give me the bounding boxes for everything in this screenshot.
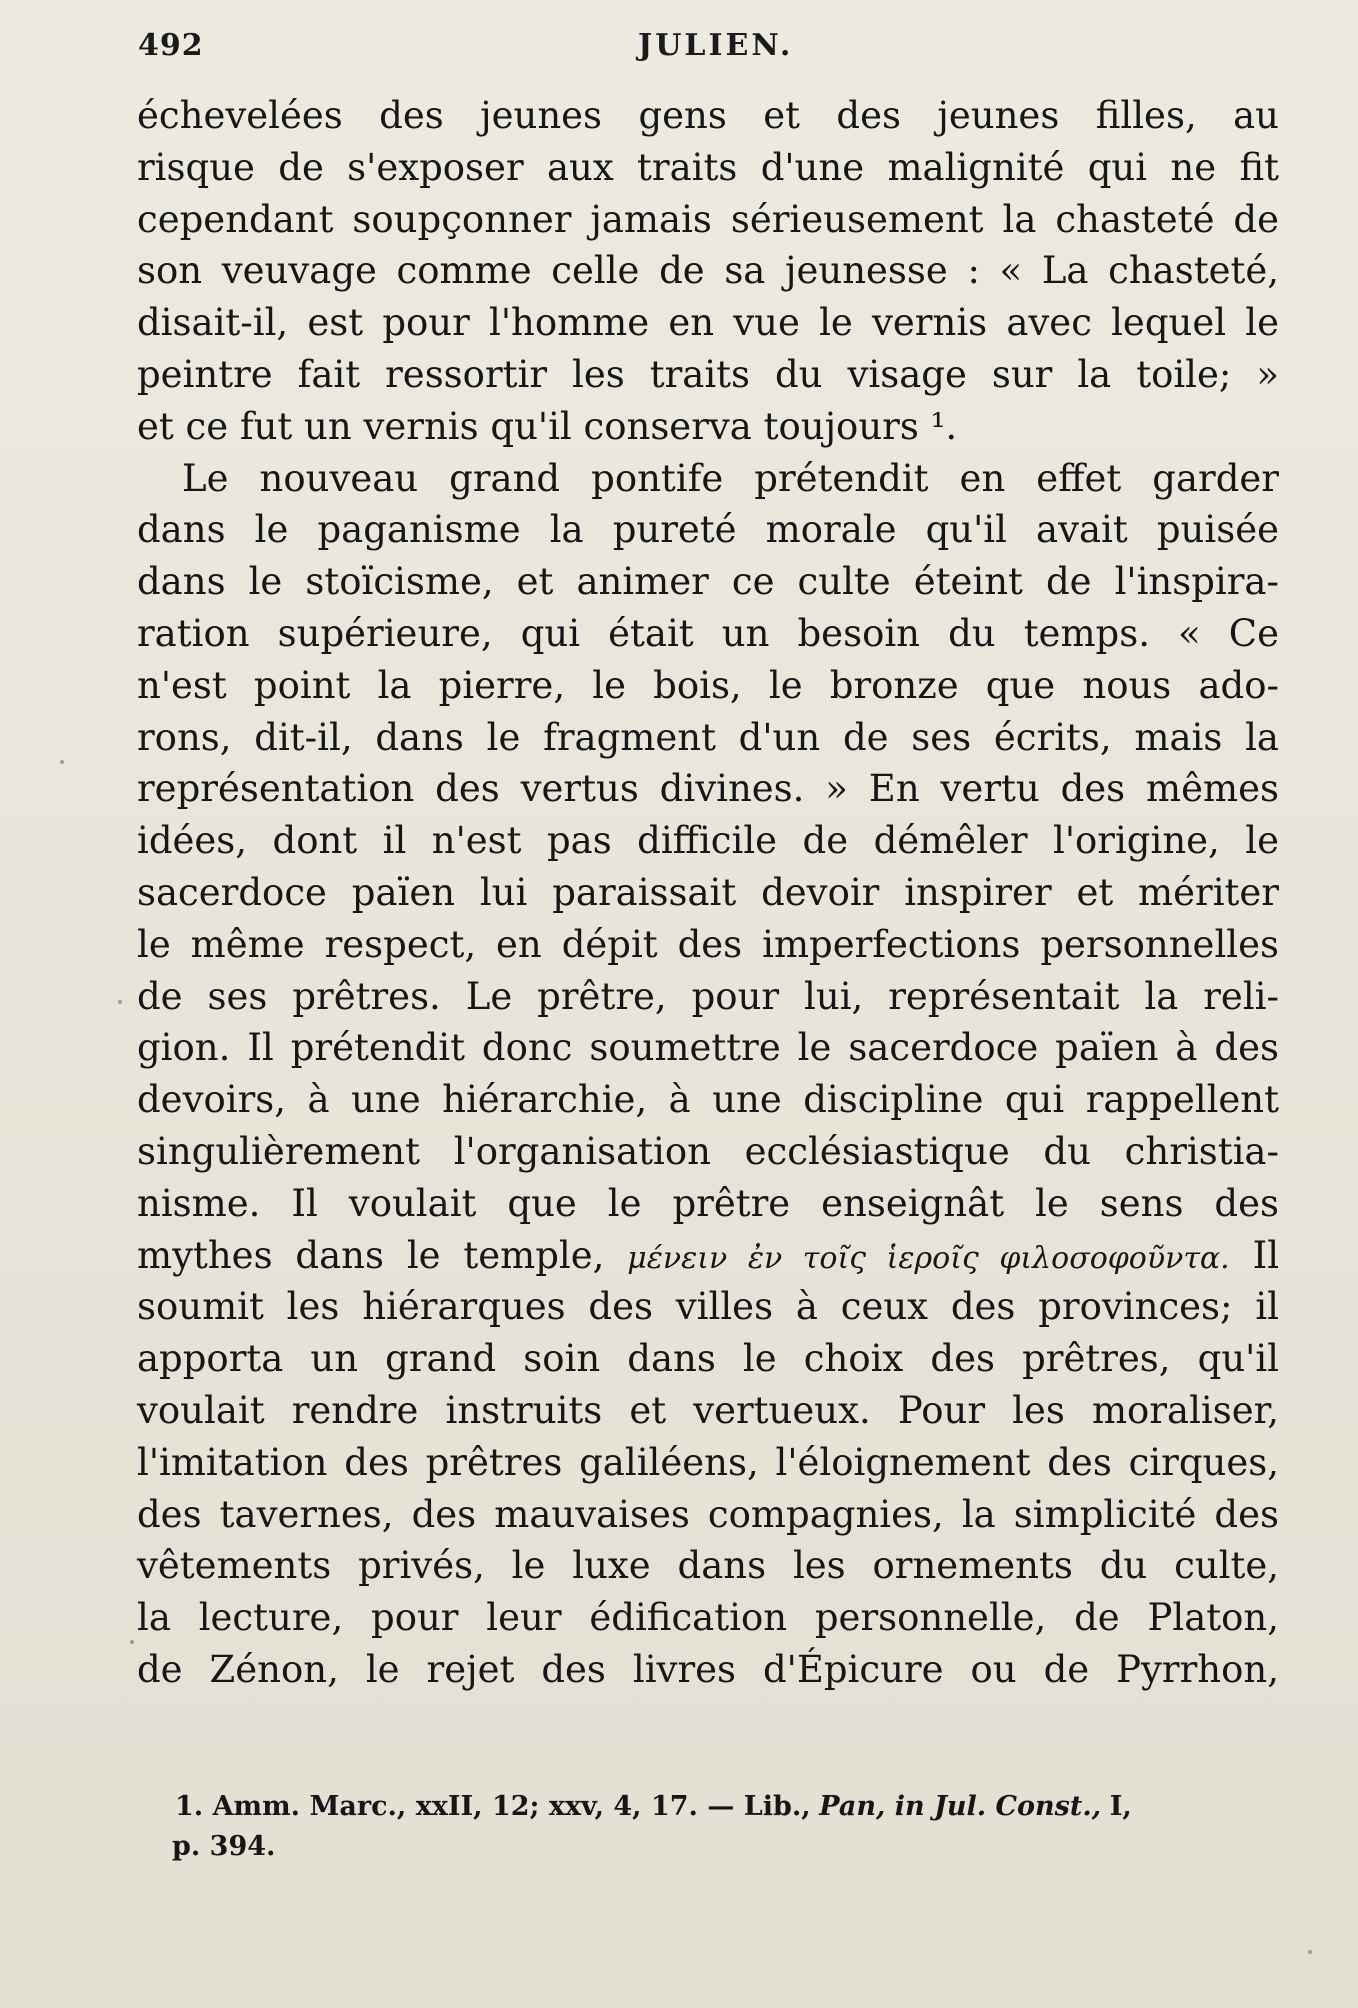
text-line: nisme. Il voulait que le prêtre enseignât le sens des xyxy=(137,1181,1279,1225)
text-segment: mythes dans le temple, xyxy=(137,1233,605,1277)
paper-speck xyxy=(1308,1950,1312,1954)
text-line: cependant soupçonner jamais sérieusement la chasteté de xyxy=(137,197,1279,241)
text-line: le même respect, en dépit des imperfections personnelles xyxy=(137,922,1279,966)
text-line: représentation des vertus divines. » En vertu des mêmes xyxy=(137,767,1279,811)
paper-speck xyxy=(118,1000,122,1004)
paper-speck xyxy=(60,760,64,764)
text-line: Le nouveau grand pontife prétendit en effet garder xyxy=(182,456,1279,500)
text-line: singulièrement l'organisation ecclésiastique du christia- xyxy=(137,1129,1279,1173)
text-line: risque de s'exposer aux traits d'une malignité qui ne fit xyxy=(137,145,1279,189)
text-line: échevelées des jeunes gens et des jeunes filles, au xyxy=(137,94,1279,137)
footnote-title: Pan, in Jul. Const., xyxy=(819,1791,1102,1822)
footnote-page: p. 394. xyxy=(172,1831,276,1862)
text-line: sacerdoce païen lui paraissait devoir inspirer et mériter xyxy=(137,870,1279,914)
text-line: devoirs, à une hiérarchie, à une discipline qui rappellent xyxy=(137,1078,1279,1122)
text-line: son veuvage comme celle de sa jeunesse : « La chasteté, xyxy=(137,249,1279,293)
page-number: 492 xyxy=(138,28,204,63)
body-text xyxy=(137,90,1279,1696)
paper-speck xyxy=(130,1640,134,1644)
greek-quotation: μένειν ἐν τοῖς ἱεροῖς φιλοσοφοῦντα. xyxy=(627,1240,1230,1276)
text-line: dans le stoïcisme, et animer ce culte éteint de l'inspira- xyxy=(137,560,1279,604)
text-line-with-greek xyxy=(137,1230,1279,1282)
text-line: de ses prêtres. Le prêtre, pour lui, représentait la reli- xyxy=(137,974,1279,1018)
page-header xyxy=(138,28,1278,78)
text-line: disait-il, est pour l'homme en vue le vernis avec lequel le xyxy=(137,301,1279,345)
text-line: la lecture, pour leur édification personnelle, de Platon, xyxy=(137,1596,1279,1640)
text-line: soumit les hiérarques des villes à ceux des provinces; il xyxy=(137,1285,1279,1329)
text-segment: Il xyxy=(1252,1233,1280,1277)
text-line: dans le paganisme la pureté morale qu'il avait puisée xyxy=(137,508,1279,552)
footnote-reference: 1. Amm. Marc., xxII, 12; xxv, 4, 17. — Lib., xyxy=(175,1791,811,1822)
text-line: voulait rendre instruits et vertueux. Pour les moraliser, xyxy=(137,1388,1279,1432)
text-line: ration supérieure, qui était un besoin du temps. « Ce xyxy=(137,611,1279,655)
footnote-volume: I, xyxy=(1109,1791,1132,1822)
running-head: JULIEN. xyxy=(638,28,794,63)
footnote-line xyxy=(175,1787,1279,1827)
text-line: peintre fait ressortir les traits du visage sur la toile; » xyxy=(137,352,1279,396)
text-line: apporta un grand soin dans le choix des prêtres, qu'il xyxy=(137,1337,1279,1381)
text-line: et ce fut un vernis qu'il conserva toujours ¹. xyxy=(137,404,958,448)
text-line: l'imitation des prêtres galiléens, l'éloignement des cirques, xyxy=(137,1440,1279,1484)
text-line: idées, dont il n'est pas difficile de démêler l'origine, le xyxy=(137,819,1279,863)
text-line: gion. Il prétendit donc soumettre le sacerdoce païen à des xyxy=(137,1026,1279,1070)
text-line: de Zénon, le rejet des livres d'Épicure ou de Pyrrhon, xyxy=(137,1647,1279,1691)
text-line: vêtements privés, le luxe dans les ornements du culte, xyxy=(137,1544,1279,1588)
text-line: rons, dit-il, dans le fragment d'un de ses écrits, mais la xyxy=(137,715,1279,759)
footnote xyxy=(172,1787,1279,1867)
text-line: des tavernes, des mauvaises compagnies, la simplicité des xyxy=(137,1492,1279,1536)
text-line: n'est point la pierre, le bois, le bronze que nous ado- xyxy=(137,663,1279,707)
